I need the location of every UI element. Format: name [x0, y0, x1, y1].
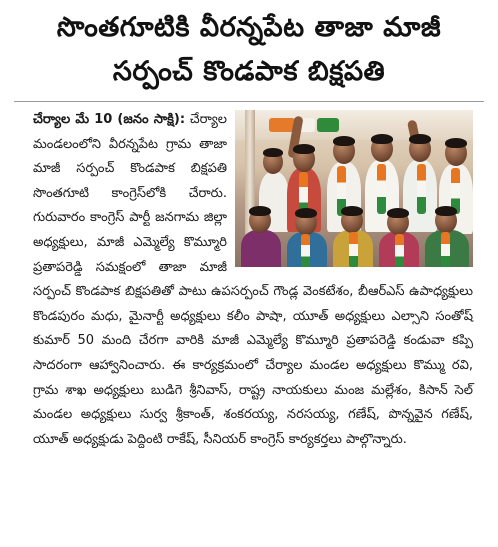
headline-line-1: సొంతగూటికి వీరన్నపేట తాజా మాజీ — [56, 12, 442, 43]
headline-line-2: సర్పంచ్ కొండపాక బిక్షపతి — [112, 56, 386, 87]
headline-divider — [14, 101, 484, 102]
article-text: చేర్యాల మండలంలోని వీరన్నపేట గ్రామ తాజా మాజీ సర్పంచ్ కొండపాక బిక్షపతి సొంతగూటి కాంగ్రెస్‌లోకి చేరారు. గురువారం కాంగ్రెస్ పార్టీ జనగామ జిల్లా అధ్యక్షులు, మాజీ ఎమ్మెల్యే కొమ్మూరి ప్రతాపరెడ్డి సమక్షంలో తాజా మాజీ సర్పంచ్ కొండపాక బిక్షపతితో పాటు ఉపసర్పంచ్ గౌండ్ల వెంకటేశం, బీఆర్ఎస్ ఉపాధ్యక్షులు కొండపురం మధు, మైనార్టీ అధ్యక్షులు కలీం పాషా, యూత్ అధ్యక్షులు ఎల్సాని సంతోష్ కుమార్ 50 మంది చేరగా వారికి మాజీ ఎమ్మెల్యే కొమ్మూరి ప్రతాపరెడ్డి కండువా కప్పి సాదరంగా ఆహ్వానించారు. ఈ కార్యక్రమంలో చేర్యాల మండల అధ్యక్షులు కొమ్ము రవి, గ్రామ శాఖ అధ్యక్షులు బుడిగె శ్రీనివాస్, రాష్ట్ర నాయకులు మంజ మల్లేశం, కిసాన్ సెల్ మండల అధ్యక్షులు సుర్వ శ్రీకాంత్, శంకరయ్య, నరసయ్య, గణేష్, పొన్నవైన గణేష్, యూత్ అధ్యక్షుడు పెద్దింటి రాకేష్, సీనియర్ కాంగ్రెస్ కార్యకర్తలు పాల్గొన్నారు. — [33, 112, 473, 447]
dateline: చేర్యాల మే 10 (జనం సాక్షి): — [33, 112, 186, 127]
headline — [0, 6, 498, 94]
article-photo — [235, 110, 473, 267]
article-body — [33, 108, 473, 452]
